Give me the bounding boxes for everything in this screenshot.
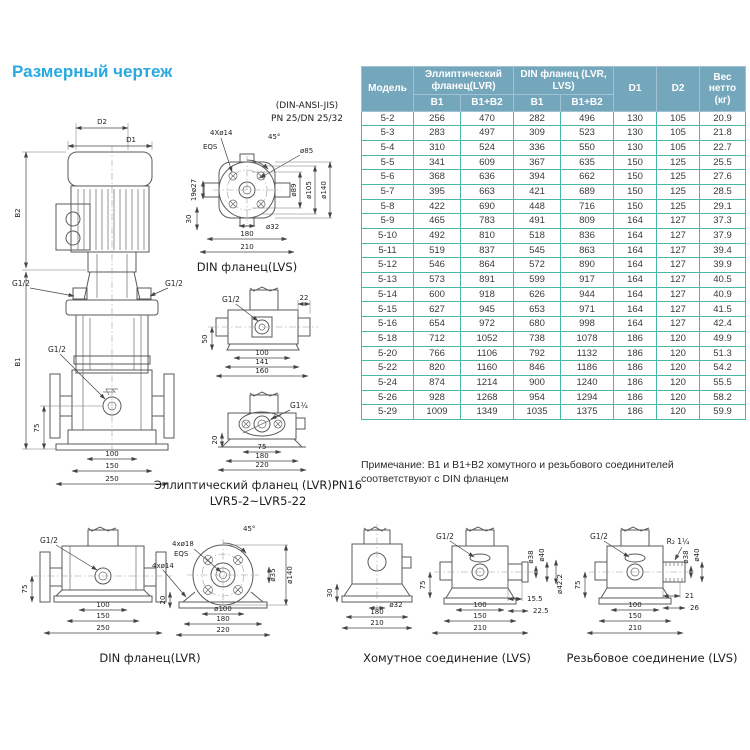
table-cell: 422: [414, 199, 461, 214]
dia-label: ø32: [389, 601, 403, 609]
table-cell: 653: [514, 302, 561, 317]
table-cell: 164: [614, 273, 657, 288]
din-flange-lvs-view: [185, 101, 343, 274]
table-cell: 130: [614, 126, 657, 141]
port-label: G1/2: [165, 279, 183, 288]
standard-label: (DIN-ANSI-JIS): [275, 101, 339, 111]
dia-label: ø140: [320, 181, 328, 199]
table-cell: 164: [614, 243, 657, 258]
table-cell: 5-16: [362, 317, 414, 332]
table-cell: 5-4: [362, 140, 414, 155]
table-cell: 150: [614, 155, 657, 170]
table-cell: 1349: [461, 405, 514, 420]
dim-label: 100: [105, 450, 119, 458]
dim-label: 150: [473, 612, 487, 620]
dim-label: D2: [97, 118, 107, 126]
table-cell: 5-6: [362, 170, 414, 185]
table-cell: 1186: [561, 361, 614, 376]
table-cell: 5-29: [362, 405, 414, 420]
eqs-label: EQS: [203, 143, 218, 151]
table-cell: 120: [657, 390, 700, 405]
pn-label: PN 25/DN 25/32: [271, 114, 343, 124]
eqs-label: EQS: [174, 550, 189, 558]
table-cell: 1294: [561, 390, 614, 405]
table-cell: 120: [657, 375, 700, 390]
table-cell: 164: [614, 302, 657, 317]
dim-label: 141: [255, 358, 269, 366]
table-cell: 635: [561, 155, 614, 170]
table-cell: 309: [514, 126, 561, 141]
col-header-din-flange: DIN фланец (LVR, LVS): [514, 67, 614, 95]
table-cell: 654: [414, 317, 461, 332]
dim-label: 210: [628, 624, 642, 632]
dia-label: ø40: [693, 548, 701, 562]
table-cell: 186: [614, 390, 657, 405]
dia-label: ø42.2: [556, 574, 564, 594]
table-cell: 1106: [461, 346, 514, 361]
table-row: [362, 361, 746, 376]
port-label: G1/2: [222, 295, 240, 304]
table-cell: 59.9: [700, 405, 746, 420]
col-header-d1: D1: [614, 67, 657, 112]
port-label: G1/2: [436, 532, 454, 541]
dia-label: ø85: [300, 147, 314, 155]
table-cell: 600: [414, 287, 461, 302]
table-cell: 283: [414, 126, 461, 141]
threaded-connection-lvs-view: [566, 527, 737, 665]
table-cell: 395: [414, 184, 461, 199]
table-cell: 820: [414, 361, 461, 376]
dim-label: 180: [370, 608, 384, 616]
table-cell: 690: [461, 199, 514, 214]
table-cell: 105: [657, 111, 700, 126]
table-cell: 42.4: [700, 317, 746, 332]
subheader-b1: B1: [414, 95, 461, 112]
table-cell: 491: [514, 214, 561, 229]
dim-label: 30: [326, 588, 334, 598]
table-cell: 1160: [461, 361, 514, 376]
table-cell: 954: [514, 390, 561, 405]
table-cell: 716: [561, 199, 614, 214]
table-cell: 127: [657, 273, 700, 288]
table-cell: 282: [514, 111, 561, 126]
table-cell: 496: [561, 111, 614, 126]
dim-label: 20: [159, 595, 167, 605]
table-cell: 55.5: [700, 375, 746, 390]
dim-label: B2: [14, 208, 22, 218]
table-cell: 1240: [561, 375, 614, 390]
table-cell: 105: [657, 126, 700, 141]
table-cell: 627: [414, 302, 461, 317]
dia-label: ø38: [527, 550, 535, 564]
col-header-model: Модель: [362, 67, 414, 112]
table-cell: 524: [461, 140, 514, 155]
table-cell: 5-9: [362, 214, 414, 229]
table-cell: 1052: [461, 331, 514, 346]
dia-label: ø105: [305, 181, 313, 199]
port-label: G1/2: [12, 279, 30, 288]
table-cell: 49.9: [700, 331, 746, 346]
dim-label: 100: [255, 349, 269, 357]
table-cell: 5-7: [362, 184, 414, 199]
dim-label: 100: [628, 601, 642, 609]
table-cell: 186: [614, 361, 657, 376]
table-cell: 546: [414, 258, 461, 273]
table-cell: 5-13: [362, 273, 414, 288]
table-cell: 127: [657, 243, 700, 258]
table-cell: 150: [614, 184, 657, 199]
table-row: [362, 346, 746, 361]
table-cell: 150: [614, 170, 657, 185]
dia-label: ø100: [214, 605, 232, 613]
subheader-b1b2: B1+B2: [461, 95, 514, 112]
table-row: [362, 214, 746, 229]
table-cell: 1078: [561, 331, 614, 346]
table-cell: 470: [461, 111, 514, 126]
subheader-b1b2: B1+B2: [561, 95, 614, 112]
table-cell: 20.9: [700, 111, 746, 126]
table-cell: 186: [614, 331, 657, 346]
dim-label: 220: [216, 626, 230, 634]
table-row: [362, 111, 746, 126]
table-cell: 738: [514, 331, 561, 346]
table-cell: 944: [561, 287, 614, 302]
table-cell: 127: [657, 258, 700, 273]
table-cell: 518: [514, 229, 561, 244]
view-caption: Эллиптический фланец (LVR)PN16: [153, 478, 363, 492]
table-cell: 186: [614, 375, 657, 390]
table-cell: 766: [414, 346, 461, 361]
table-cell: 5-10: [362, 229, 414, 244]
table-cell: 421: [514, 184, 561, 199]
table-cell: 5-11: [362, 243, 414, 258]
table-cell: 863: [561, 243, 614, 258]
table-cell: 58.2: [700, 390, 746, 405]
table-cell: 5-26: [362, 390, 414, 405]
table-cell: 810: [461, 229, 514, 244]
dim-label: 75: [574, 580, 582, 590]
table-cell: 164: [614, 214, 657, 229]
dim-label: 220: [255, 461, 269, 469]
table-cell: 130: [614, 111, 657, 126]
col-header-d2: D2: [657, 67, 700, 112]
dia-label: ø140: [286, 566, 294, 584]
view-caption: LVR5-2~LVR5-22: [209, 494, 307, 508]
table-cell: 626: [514, 287, 561, 302]
table-row: [362, 258, 746, 273]
table-cell: 864: [461, 258, 514, 273]
table-cell: 891: [461, 273, 514, 288]
table-cell: 120: [657, 346, 700, 361]
holes-label: 4Xø14: [210, 129, 233, 137]
table-cell: 5-14: [362, 287, 414, 302]
dim-label: D1: [126, 136, 136, 144]
table-cell: 5-24: [362, 375, 414, 390]
table-cell: 917: [561, 273, 614, 288]
table-cell: 497: [461, 126, 514, 141]
col-header-elliptical-flange: Эллиптический фланец(LVR): [414, 67, 514, 95]
dim-label: 75: [419, 580, 427, 590]
dim-label: 180: [216, 615, 230, 623]
table-cell: 368: [414, 170, 461, 185]
dia-label: ø35: [269, 568, 277, 582]
table-cell: 545: [514, 243, 561, 258]
table-cell: 680: [514, 317, 561, 332]
table-cell: 341: [414, 155, 461, 170]
table-cell: 37.9: [700, 229, 746, 244]
dim-label: 75: [21, 584, 29, 594]
din-lvr-top-view: [152, 525, 294, 635]
table-cell: 5-5: [362, 155, 414, 170]
dim-label: 100: [96, 601, 110, 609]
subheader-b1: B1: [514, 95, 561, 112]
table-cell: 712: [414, 331, 461, 346]
table-cell: 164: [614, 287, 657, 302]
table-cell: 130: [614, 140, 657, 155]
table-row: [362, 184, 746, 199]
table-cell: 164: [614, 258, 657, 273]
dim-label: 250: [96, 624, 110, 632]
table-cell: 1214: [461, 375, 514, 390]
table-cell: 29.1: [700, 199, 746, 214]
table-cell: 971: [561, 302, 614, 317]
table-cell: 523: [561, 126, 614, 141]
port-label: G1¼: [290, 401, 308, 410]
table-cell: 394: [514, 170, 561, 185]
view-caption: Хомутное соединение (LVS): [363, 651, 531, 665]
table-row: [362, 199, 746, 214]
dia-label: 19ø27: [190, 178, 198, 202]
dim-label: 150: [105, 462, 119, 470]
table-cell: 5-15: [362, 302, 414, 317]
table-cell: 105: [657, 140, 700, 155]
table-cell: 1035: [514, 405, 561, 420]
table-cell: 918: [461, 287, 514, 302]
table-cell: 492: [414, 229, 461, 244]
table-row: [362, 155, 746, 170]
dimension-table-body: [362, 111, 746, 419]
table-cell: 37.3: [700, 214, 746, 229]
table-cell: 689: [561, 184, 614, 199]
table-cell: 837: [461, 243, 514, 258]
table-cell: 836: [561, 229, 614, 244]
table-cell: 28.5: [700, 184, 746, 199]
dim-label: 180: [255, 452, 269, 460]
table-cell: 5-12: [362, 258, 414, 273]
dia-label: ø38: [682, 550, 690, 564]
table-cell: 25.5: [700, 155, 746, 170]
dim-label: 150: [628, 612, 642, 620]
table-cell: 572: [514, 258, 561, 273]
table-cell: 127: [657, 302, 700, 317]
dim-label: 75: [257, 443, 267, 451]
table-cell: 972: [461, 317, 514, 332]
dim-label: 100: [473, 601, 487, 609]
table-cell: 127: [657, 317, 700, 332]
table-cell: 874: [414, 375, 461, 390]
table-row: [362, 390, 746, 405]
dim-label: 26: [690, 604, 699, 612]
table-cell: 127: [657, 229, 700, 244]
table-cell: 125: [657, 155, 700, 170]
clamp-connection-lvs-view: [326, 524, 564, 665]
table-cell: 120: [657, 405, 700, 420]
elliptical-flange-view: [154, 392, 362, 508]
dim-label: 30: [185, 214, 193, 224]
table-row: [362, 317, 746, 332]
table-cell: 21.8: [700, 126, 746, 141]
table-cell: 27.6: [700, 170, 746, 185]
table-cell: 609: [461, 155, 514, 170]
table-row: [362, 287, 746, 302]
table-cell: 5-18: [362, 331, 414, 346]
table-cell: 5-3: [362, 126, 414, 141]
dim-label: 210: [473, 624, 487, 632]
table-cell: 890: [561, 258, 614, 273]
angle-label: 45°: [268, 133, 281, 141]
table-cell: 998: [561, 317, 614, 332]
holes-label: 4xø18: [172, 540, 194, 548]
dia-label: ø89: [290, 183, 298, 197]
table-cell: 367: [514, 155, 561, 170]
table-cell: 164: [614, 317, 657, 332]
dia-label: ø40: [538, 548, 546, 562]
table-cell: 164: [614, 229, 657, 244]
table-row: [362, 170, 746, 185]
table-cell: 900: [514, 375, 561, 390]
view-caption: DIN фланец(LVS): [196, 260, 298, 274]
table-cell: 256: [414, 111, 461, 126]
table-cell: 310: [414, 140, 461, 155]
table-cell: 125: [657, 170, 700, 185]
table-cell: 945: [461, 302, 514, 317]
table-cell: 39.9: [700, 258, 746, 273]
dim-label: B1: [14, 357, 22, 367]
table-cell: 336: [514, 140, 561, 155]
table-row: [362, 302, 746, 317]
dim-label: 210: [240, 243, 254, 251]
table-cell: 54.2: [700, 361, 746, 376]
table-cell: 1268: [461, 390, 514, 405]
port-label: G1/2: [48, 345, 66, 354]
table-cell: 573: [414, 273, 461, 288]
table-cell: 41.5: [700, 302, 746, 317]
dim-label: 160: [255, 367, 269, 375]
table-cell: 846: [514, 361, 561, 376]
angle-label: 45°: [243, 525, 256, 533]
dim-label: 250: [105, 475, 119, 483]
page-title: Размерный чертеж: [12, 62, 173, 81]
dim-label: 20: [211, 435, 219, 445]
table-cell: 5-20: [362, 346, 414, 361]
table-cell: 448: [514, 199, 561, 214]
dim-label: 210: [370, 619, 384, 627]
table-cell: 51.3: [700, 346, 746, 361]
table-cell: 550: [561, 140, 614, 155]
table-cell: 120: [657, 361, 700, 376]
table-row: [362, 243, 746, 258]
port-label: G1/2: [590, 532, 608, 541]
table-cell: 186: [614, 405, 657, 420]
table-cell: 663: [461, 184, 514, 199]
table-cell: 40.9: [700, 287, 746, 302]
table-cell: 1009: [414, 405, 461, 420]
table-cell: 928: [414, 390, 461, 405]
main-front-view: [12, 118, 183, 484]
table-row: [362, 229, 746, 244]
table-cell: 519: [414, 243, 461, 258]
view-caption: DIN фланец(LVR): [99, 651, 201, 665]
table-cell: 125: [657, 184, 700, 199]
table-cell: 120: [657, 331, 700, 346]
dimension-table: [361, 66, 746, 420]
view-caption: Резьбовое соединение (LVS): [566, 651, 738, 665]
port-label: G1/2: [40, 536, 58, 545]
holes-label: 4xø14: [152, 562, 174, 570]
table-cell: 636: [461, 170, 514, 185]
table-cell: 792: [514, 346, 561, 361]
table-cell: 150: [614, 199, 657, 214]
table-cell: 662: [561, 170, 614, 185]
table-cell: 40.5: [700, 273, 746, 288]
table-cell: 599: [514, 273, 561, 288]
dim-label: 15.5: [527, 595, 543, 603]
dim-label: 75: [33, 423, 41, 433]
table-row: [362, 331, 746, 346]
table-cell: 39.4: [700, 243, 746, 258]
table-note: Примечание: B1 и B1+B2 хомутного и резьбового соединителей соответствуют с DIN фланцем: [361, 459, 674, 486]
col-header-weight: Вес нетто (кг): [700, 67, 746, 112]
table-cell: 127: [657, 287, 700, 302]
thread-label: R₂ 1¼: [666, 537, 690, 546]
table-cell: 186: [614, 346, 657, 361]
table-cell: 809: [561, 214, 614, 229]
dia-label: ø32: [266, 223, 280, 231]
table-row: [362, 140, 746, 155]
dim-label: 21: [685, 592, 694, 600]
dim-label: 180: [240, 230, 254, 238]
table-cell: 783: [461, 214, 514, 229]
table-cell: 1375: [561, 405, 614, 420]
table-row: [362, 273, 746, 288]
table-row: [362, 126, 746, 141]
table-cell: 127: [657, 214, 700, 229]
table-cell: 5-8: [362, 199, 414, 214]
dim-label: 150: [96, 612, 110, 620]
table-cell: 1132: [561, 346, 614, 361]
dim-label: 22.5: [533, 607, 549, 615]
table-cell: 125: [657, 199, 700, 214]
table-cell: 22.7: [700, 140, 746, 155]
table-cell: 5-2: [362, 111, 414, 126]
dim-label: 22: [299, 294, 309, 302]
clamp-side-view: [201, 287, 318, 376]
table-cell: 465: [414, 214, 461, 229]
table-row: [362, 405, 746, 420]
table-cell: 5-22: [362, 361, 414, 376]
dim-label: 50: [201, 334, 209, 344]
table-row: [362, 375, 746, 390]
